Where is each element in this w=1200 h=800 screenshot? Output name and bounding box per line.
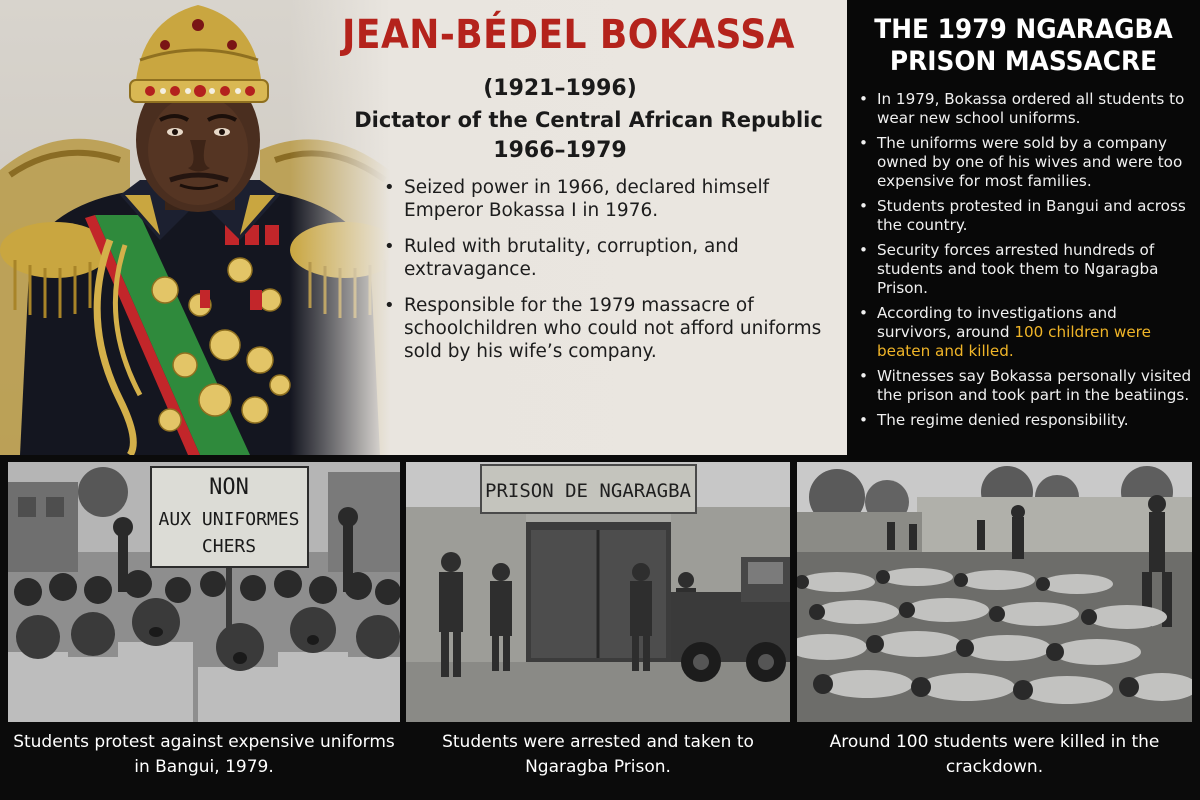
bio-bullet-text: Ruled with brutality, corruption, and extravagance.	[404, 236, 739, 280]
bullet-icon: •	[859, 304, 868, 322]
investigation-text: According to investigations and survivors, around	[877, 304, 1117, 341]
list-item	[382, 176, 832, 222]
list-item	[382, 294, 832, 363]
list-item	[859, 134, 1194, 191]
protest-caption: Students protest against expensive uniforms in Bangui, 1979.	[13, 732, 395, 777]
massacre-bullet-text: Security forces arrested hundreds of students and took them to Ngaragba Prison.	[877, 241, 1159, 297]
massacre-panel	[847, 0, 1200, 460]
list-item	[859, 304, 1194, 361]
bio-panel	[290, 0, 847, 455]
bullet-icon: •	[859, 241, 868, 259]
protest-sign-line2: AUX UNIFORMES	[158, 509, 300, 530]
bullet-icon: •	[384, 236, 395, 257]
protest-scene	[8, 462, 400, 722]
massacre-title	[861, 14, 1186, 78]
prison-photo	[406, 462, 790, 722]
subtitle: Dictator of the Central African Republic	[354, 108, 823, 132]
aftermath-scene	[797, 462, 1192, 722]
lifespan-years: (1921–1996)	[483, 76, 637, 101]
list-item	[382, 235, 832, 281]
protest-sign-line1: NON	[209, 475, 249, 500]
bullet-icon: •	[859, 197, 868, 215]
prison-scene	[406, 462, 790, 722]
massacre-bullet-text: In 1979, Bokassa ordered all students to wear new school uniforms.	[877, 90, 1185, 127]
bio-bullet-text: Seized power in 1966, declared himself Emperor Bokassa I in 1976.	[404, 177, 770, 221]
massacre-bullet-text: The uniforms were sold by a company owned by one of his wives and were too expensive for most families.	[877, 134, 1183, 190]
massacre-bullet-text: The regime denied responsibility.	[877, 411, 1129, 429]
aftermath-photo	[797, 462, 1192, 722]
casualty-highlight: 100 children were beaten and killed.	[877, 323, 1151, 360]
prison-sign-text: PRISON DE NGARAGBA	[485, 480, 691, 502]
list-item	[859, 241, 1194, 298]
bullet-icon: •	[859, 134, 868, 152]
bio-bullet-text: Responsible for the 1979 massacre of schoolchildren who could not afford uniforms sold by his wife’s company.	[404, 295, 822, 362]
bullet-icon: •	[859, 411, 868, 429]
bullet-icon: •	[384, 177, 395, 198]
bio-bullet-list	[382, 176, 832, 376]
list-item	[859, 367, 1194, 405]
protest-photo	[8, 462, 400, 722]
massacre-bullet-text: Students protested in Bangui and across the country.	[877, 197, 1186, 234]
reign-years: 1966–1979	[493, 138, 627, 163]
aftermath-caption: Around 100 students were killed in the crackdown.	[829, 732, 1160, 777]
protest-sign-line3: CHERS	[201, 536, 257, 557]
bullet-icon: •	[859, 367, 868, 385]
page-title: JEAN-BÉDEL BOKASSA	[342, 12, 795, 58]
bullet-icon: •	[859, 90, 868, 108]
massacre-title-line1: THE 1979 NGARAGBA	[874, 14, 1173, 45]
massacre-title-line2: PRISON MASSACRE	[889, 46, 1158, 77]
list-item	[859, 90, 1194, 128]
witness-text: Witnesses say Bokassa personally visited the prison and took part in the beatiings.	[877, 367, 1192, 404]
massacre-bullet-list	[859, 90, 1194, 436]
list-item	[859, 411, 1194, 430]
bullet-icon: •	[384, 295, 395, 316]
list-item	[859, 197, 1194, 235]
prison-caption: Students were arrested and taken to Ngaragba Prison.	[442, 732, 754, 777]
